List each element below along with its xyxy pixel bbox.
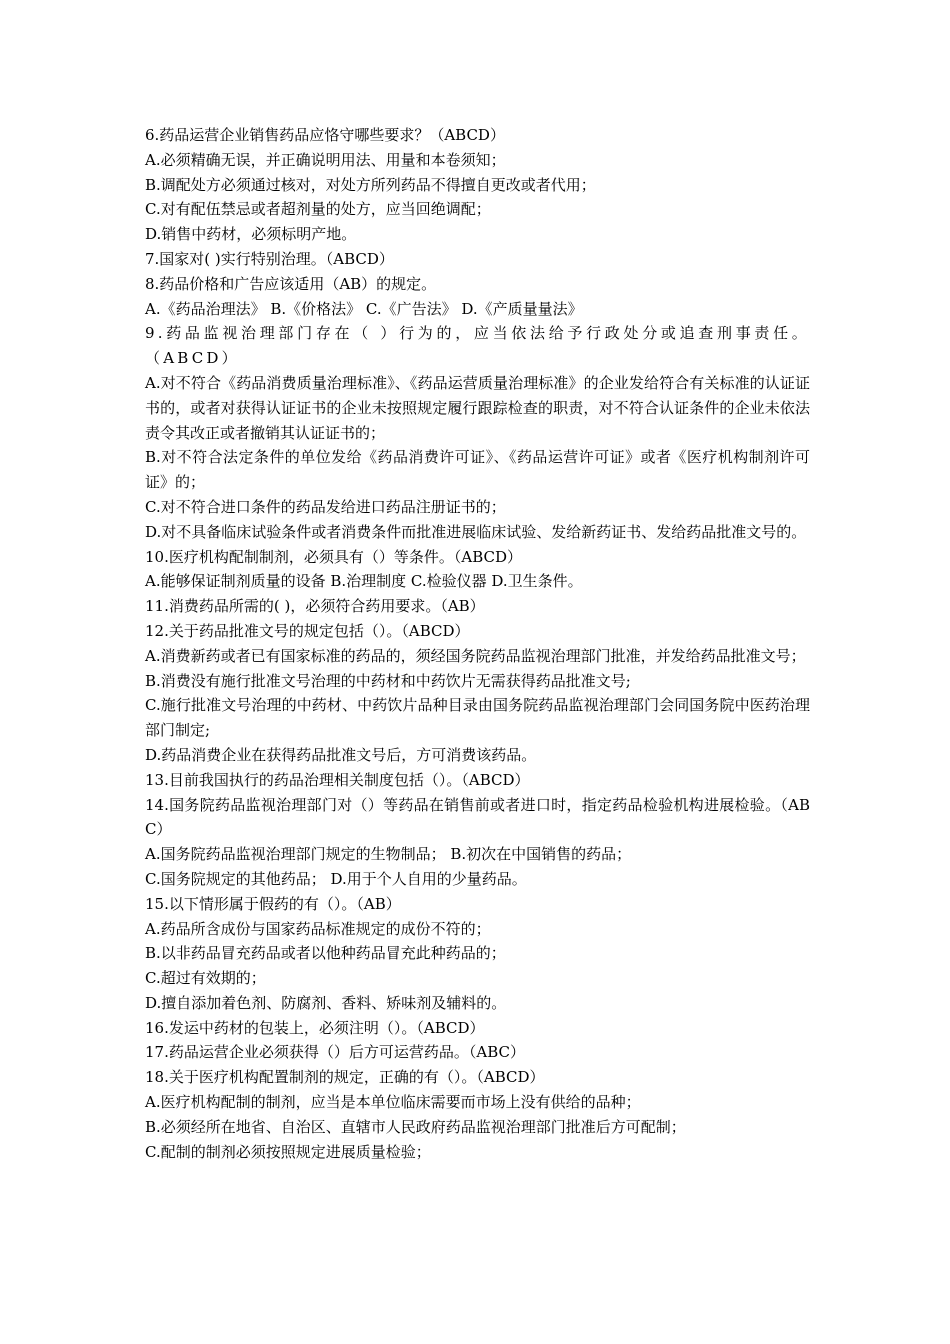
- question-15-option-b: B.以非药品冒充药品或者以他种药品冒充此种药品的；: [145, 944, 506, 963]
- document-body: [145, 123, 810, 1164]
- question-12-option-d: D.药品消费企业在获得药品批准文号后，方可消费该药品。: [145, 745, 537, 764]
- question-10-options: A.能够保证制剂质量的设备 B.治理制度 C.检验仪器 D.卫生条件。: [145, 572, 583, 591]
- question-18-option-a: A.医疗机构配制的制剂，应当是本单位临床需要而市场上没有供给的品种；: [145, 1093, 641, 1112]
- question-8-options: A.《药品治理法》 B.《价格法》 C.《广告法》 D.《产质量量法》: [145, 299, 583, 318]
- question-9-option-a: A.对不符合《药品消费质量治理标准》、《药品运营质量治理标准》的企业发给符合有关标准的认证证书的，或者对获得认证证书的企业未按照规定履行跟踪检查的职责，对不符合认证条件的企业未依法责令其改正或者撤销其认证证书的；: [145, 373, 810, 442]
- question-8: 8.药品价格和广告应该适用（AB）的规定。: [145, 274, 437, 293]
- question-6-option-d: D.销售中药材，必须标明产地。: [145, 225, 357, 244]
- question-18-option-c: C.配制的制剂必须按照规定进展质量检验；: [145, 1142, 431, 1161]
- question-15-option-c: C.超过有效期的；: [145, 969, 266, 988]
- question-16: 16.发运中药材的包装上，必须注明（）。（ABCD）: [145, 1018, 485, 1037]
- question-14: 14.国务院药品监视治理部门对（）等药品在销售前或者进口时，指定药品检验机构进展检验。（ABC）: [145, 795, 810, 839]
- question-9-option-c: C.对不符合进口条件的药品发给进口药品注册证书的；: [145, 497, 506, 516]
- question-15: 15.以下情形属于假药的有（）。（AB）: [145, 894, 401, 913]
- question-15-option-d: D.擅自添加着色剂、防腐剂、香料、矫味剂及辅料的。: [145, 993, 507, 1012]
- question-12-option-b: B.消费没有施行批准文号治理的中药材和中药饮片无需获得药品批准文号;: [145, 671, 631, 690]
- question-12-option-c: C.施行批准文号治理的中药材、中药饮片品种目录由国务院药品监视治理部门会同国务院中医药治理部门制定;: [145, 696, 810, 740]
- question-18-option-b: B.必须经所在地省、自治区、直辖市人民政府药品监视治理部门批准后方可配制；: [145, 1117, 686, 1136]
- question-7: 7.国家对( )实行特别治理。（ABCD）: [145, 249, 394, 268]
- question-11: 11.消费药品所需的( )，必须符合药用要求。（AB）: [145, 597, 485, 616]
- question-12-option-a: A.消费新药或者已有国家标准的药品的，须经国务院药品监视治理部门批准，并发给药品批准文号；: [145, 646, 806, 665]
- question-6: 6.药品运营企业销售药品应恪守哪些要求？（ABCD）: [145, 126, 505, 144]
- question-14-options-cd: C.国务院规定的其他药品； D.用于个人自用的少量药品。: [145, 869, 527, 888]
- question-9: 9.药品监视治理部门存在（ ）行为的，应当依法给予行政处分或追查刑事责任。（ABCD）: [145, 324, 810, 368]
- question-6-option-a: A.必须精确无误，并正确说明用法、用量和本卷须知；: [145, 150, 506, 169]
- question-9-option-d: D.对不具备临床试验条件或者消费条件而批准进展临床试验、发给新药证书、发给药品批准文号的。: [145, 522, 807, 541]
- question-15-option-a: A.药品所含成份与国家药品标准规定的成份不符的；: [145, 919, 491, 938]
- question-17: 17.药品运营企业必须获得（）后方可运营药品。（ABC）: [145, 1043, 525, 1062]
- question-6-option-b: B.调配处方必须通过核对，对处方所列药品不得擅自更改或者代用；: [145, 175, 596, 194]
- question-18: 18.关于医疗机构配置制剂的规定，正确的有（）。（ABCD）: [145, 1068, 545, 1087]
- question-12: 12.关于药品批准文号的规定包括（）。（ABCD）: [145, 621, 470, 640]
- question-9-option-b: B.对不符合法定条件的单位发给《药品消费许可证》、《药品运营许可证》或者《医疗机构制剂许可证》的；: [145, 448, 810, 492]
- question-14-options-ab: A.国务院药品监视治理部门规定的生物制品； B.初次在中国销售的药品；: [145, 845, 632, 864]
- question-6-option-c: C.对有配伍禁忌或者超剂量的处方，应当回绝调配；: [145, 200, 491, 219]
- question-13: 13.目前我国执行的药品治理相关制度包括（）。（ABCD）: [145, 770, 530, 789]
- question-10: 10.医疗机构配制制剂，必须具有（）等条件。（ABCD）: [145, 547, 522, 566]
